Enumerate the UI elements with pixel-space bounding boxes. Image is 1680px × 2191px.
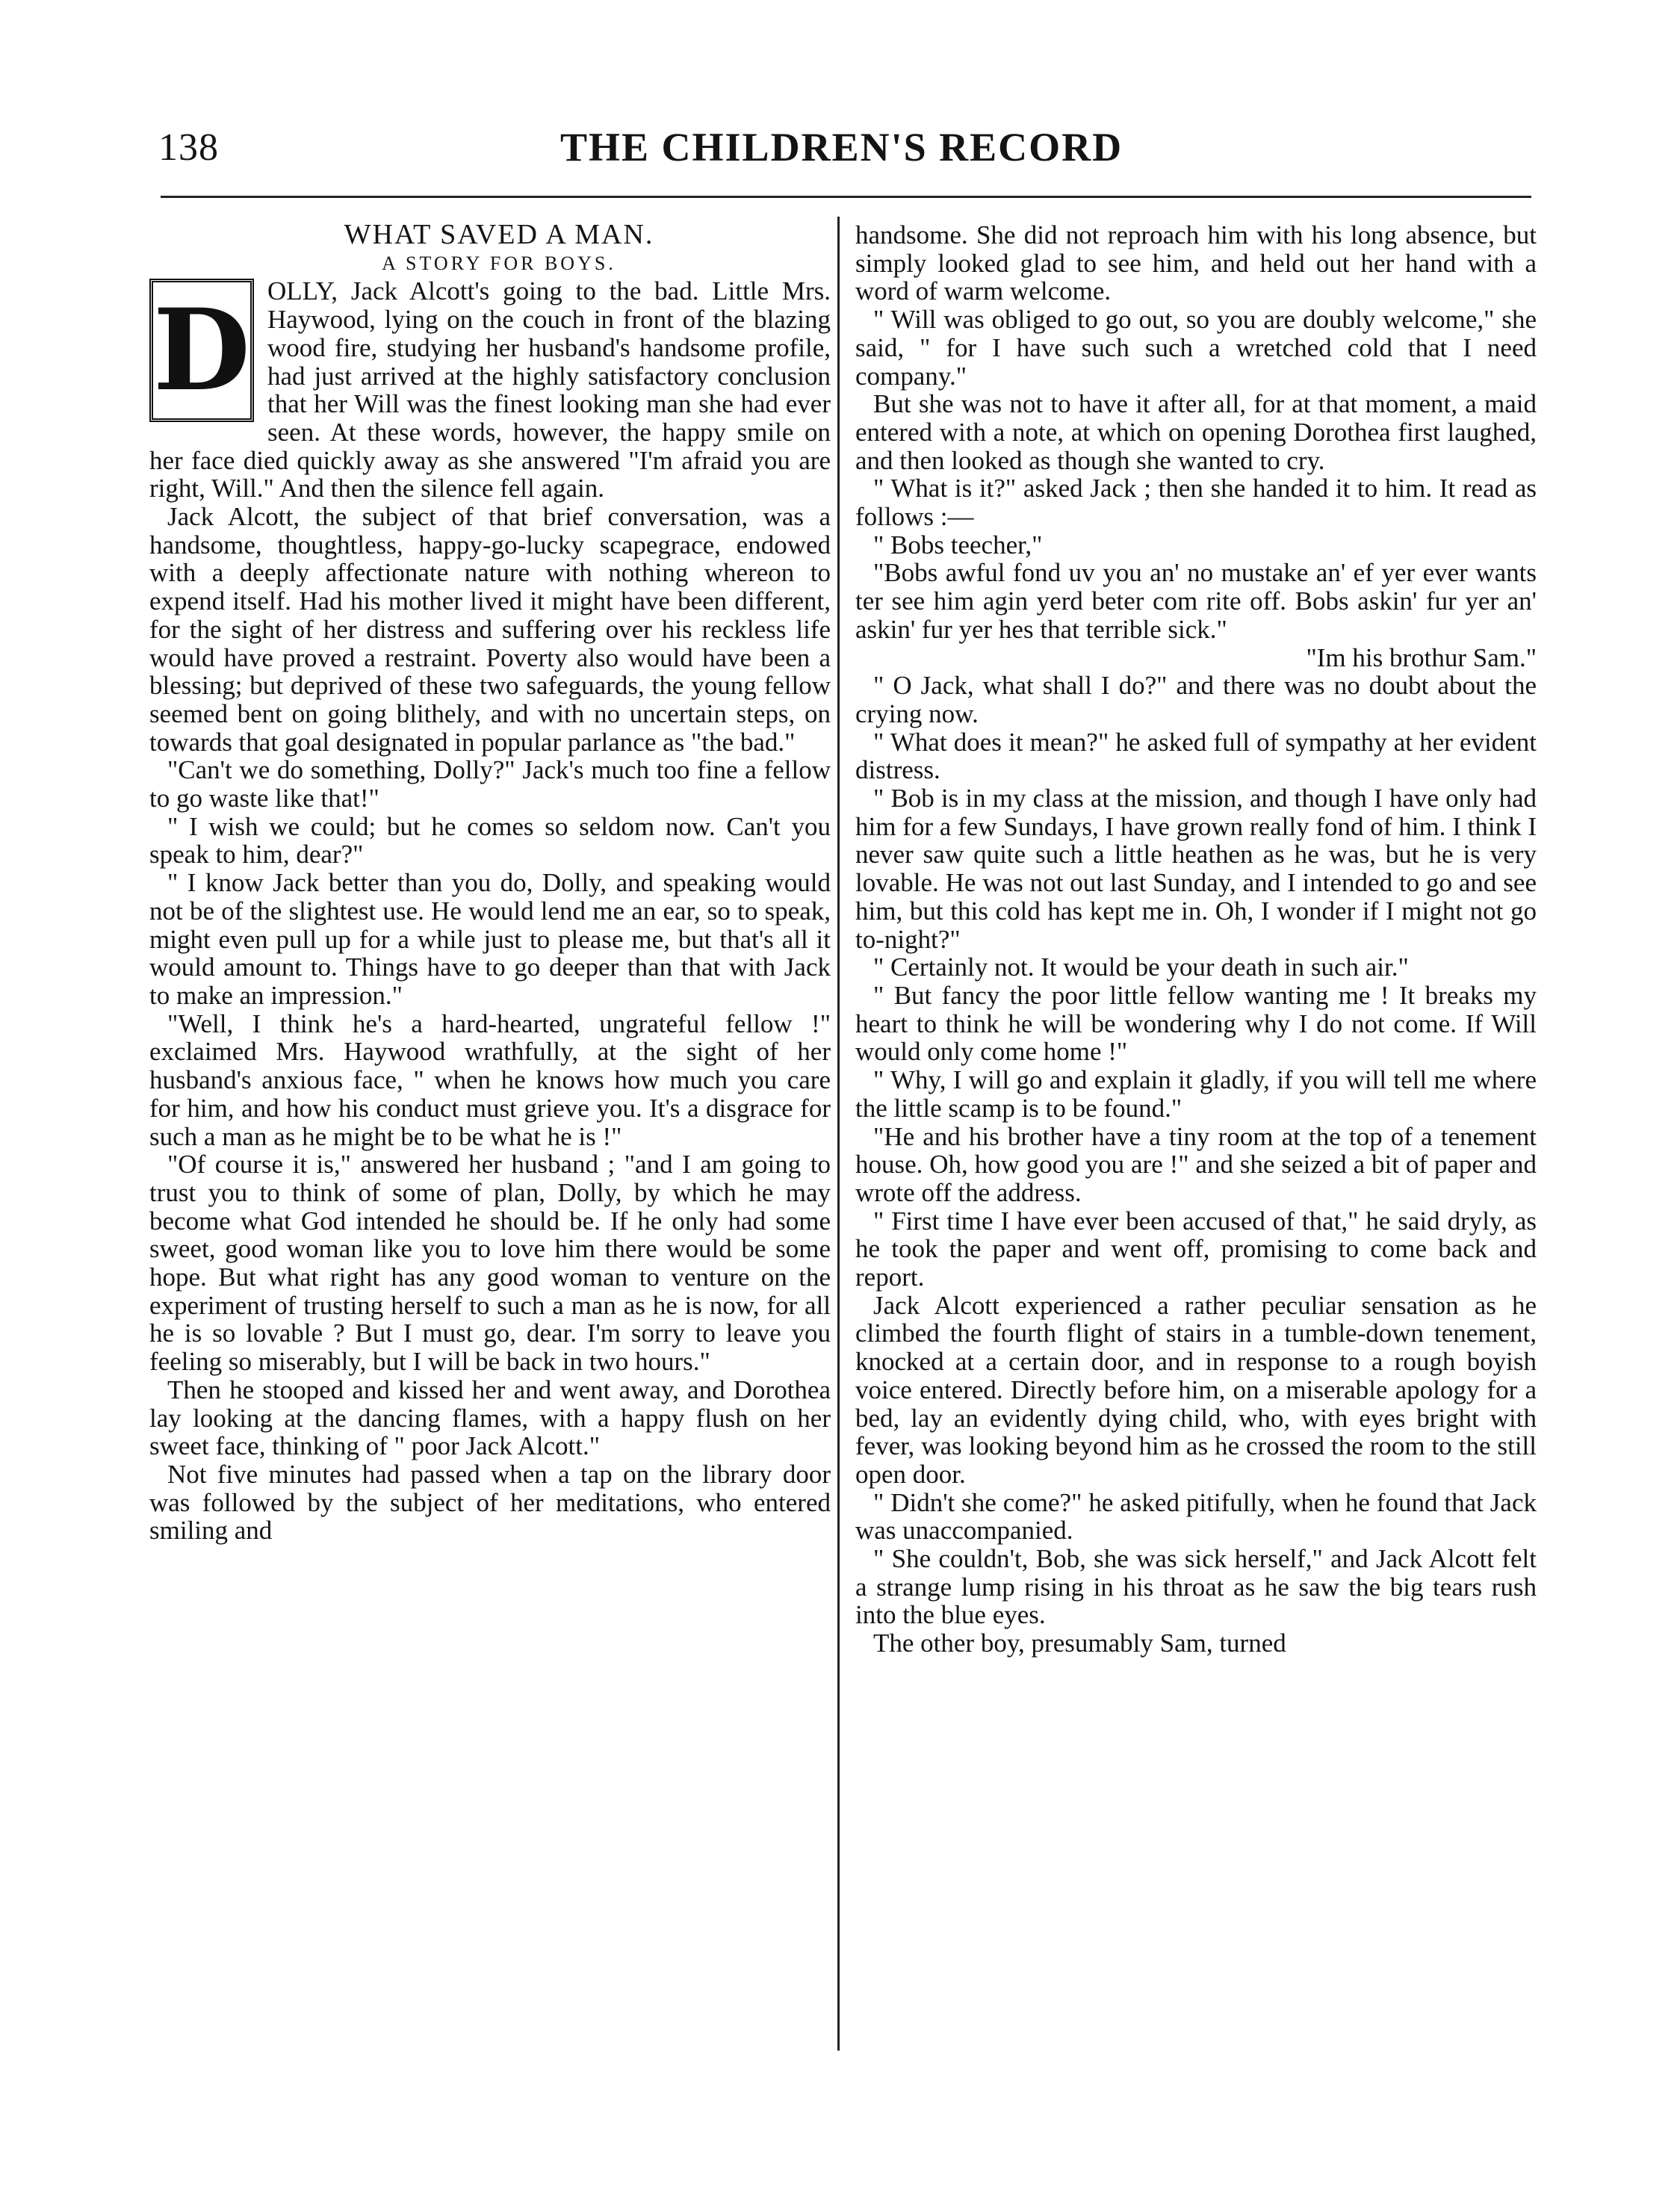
paragraph: "He and his brother have a tiny room at the top of a tenement house. Oh, how good you are !" and she seized a bit of paper and wrote off the address.	[855, 1121, 1537, 1207]
paragraph: OLLY, Jack Alcott's going to the bad. Little Mrs. Haywood, lying on the couch in front of the blazing wood fire, studying her husband's handsome profile, had just arrived at the highly satisfactory conclusion that her Will was the finest looking man she had ever seen. At these words, however, the happy smile on her face died quickly away as she answered "I'm afraid you are right, Will." And then the silence fell again.	[149, 276, 831, 503]
paragraph: " What is it?" asked Jack ; then she handed it to him. It read as follows :—	[855, 474, 1537, 532]
story-title: WHAT SAVED A MAN.	[344, 219, 654, 250]
note-signature: "Im his brothur Sam."	[1306, 642, 1537, 672]
paragraph: " I wish we could; but he comes so seldom now. Can't you speak to him, dear?"	[149, 811, 831, 870]
paragraph: Jack Alcott, the subject of that brief conversation, was a handsome, thoughtless, happy-go-lucky scapegrace, endowed with a deeply affectionate nature with nothing whereon to expend itself. Had his mother lived it might have been different, for the sight of her distress and suffering over his reckless life would have proved a restraint. Poverty also would have been a blessing; but deprived of these two safeguards, the young fellow seemed bent on going blithely, and with no uncertain steps, on towards that goal designated in popular parlance as "the bad."	[149, 502, 831, 757]
paragraph: " O Jack, what shall I do?" and there was no doubt about the crying now.	[855, 671, 1537, 728]
paragraph: " Didn't she come?" he asked pitifully, when he found that Jack was unaccompanied.	[855, 1487, 1537, 1546]
paragraph: " Will was obliged to go out, so you are doubly welcome," she said, " for I have such such a wretched cold that I need company."	[855, 305, 1537, 391]
paragraph: The other boy, presumably Sam, turned	[873, 1628, 1286, 1658]
paragraph: Not five minutes had passed when a tap on the library door was followed by the subject of her meditations, who entered smiling and	[149, 1459, 831, 1546]
paragraph: But she was not to have it after all, for at that moment, a maid entered with a note, at which on opening Dorothea first laughed, and then looked as though she wanted to cry.	[855, 389, 1537, 475]
page-number: 138	[158, 126, 219, 169]
paragraph: "Of course it is," answered her husband ; "and I am going to trust you to think of some of plan, Dolly, by which he may become what God intended he should be. If he only had some sweet, good woman like you to love him there would be some hope. But what right has any good woman to venture on the experiment of trusting herself to such a man as he is now, for all he is so lovable ? But I must go, dear. I'm sorry to leave you feeling so miserably, but I will be back in two hours."	[149, 1150, 831, 1377]
paragraph: "Can't we do something, Dolly?" Jack's much too fine a fellow to go waste like that!"	[149, 755, 831, 814]
paragraph: " Certainly not. It would be your death in such air."	[873, 952, 1409, 982]
paragraph: " She couldn't, Bob, she was sick herself," and Jack Alcott felt a strange lump rising in his throat as he saw the big tears rush into the blue eyes.	[855, 1544, 1537, 1630]
paragraph: " First time I have ever been accused of that," he said dryly, as he took the paper and went off, promising to come back and report.	[855, 1206, 1537, 1292]
paragraph: "Well, I think he's a hard-hearted, ungrateful fellow !" exclaimed Mrs. Haywood wrathfully, at the sight of her husband's anxious face, " when he knows how much you care for him, and how his conduct must grieve you. It's a disgrace for such a man as he might be to be what he is !"	[149, 1008, 831, 1151]
note-salutation: " Bobs teecher,"	[873, 530, 1043, 560]
paragraph: " Why, I will go and explain it gladly, if you will tell me where the little scamp is to be found."	[855, 1065, 1537, 1123]
paragraph: " I know Jack better than you do, Dolly, and speaking would not be of the slightest use. He would lend me an ear, so to speak, might even pull up for a while just to please me, but that's all it would amount to. Things have to go deeper than that with Jack to make an impression."	[149, 868, 831, 1010]
paragraph: " Bob is in my class at the mission, and though I have only had him for a few Sundays, I have grown really fond of him. I think I never saw quite such a little heathen as he was, but he is very lovable. He was not out last Sunday, and I intended to go and see him, but this cold has kept me in. Oh, I wonder if I might not go to-night?"	[855, 784, 1537, 954]
right-column	[855, 221, 1537, 1658]
paragraph: handsome. She did not reproach him with his long absence, but simply looked glad to see him, and held out her hand with a word of warm welcome.	[855, 220, 1537, 306]
note-body: "Bobs awful fond uv you an' no mustake an' ef yer ever wants ter see him agin yerd beter com rite off. Bobs askin' fur yer an' askin' fur yer hes that terrible sick."	[855, 558, 1537, 644]
page-header	[149, 120, 1546, 179]
column-divider	[837, 217, 840, 2051]
paragraph: Then he stooped and kissed her and went away, and Dorothea lay looking at the dancing flames, with a happy flush on her sweet face, thinking of " poor Jack Alcott."	[149, 1375, 831, 1461]
header-rule	[161, 196, 1531, 198]
paragraph: " What does it mean?" he asked full of sympathy at her evident distress.	[855, 727, 1537, 785]
story-subtitle: A STORY FOR BOYS.	[382, 252, 616, 274]
paragraph: " But fancy the poor little fellow wanting me ! It breaks my heart to think he will be wondering why I do not come. If Will would only come home !"	[855, 980, 1537, 1067]
left-column	[149, 221, 831, 1545]
paragraph: Jack Alcott experienced a rather peculiar sensation as he climbed the fourth flight of stairs in a tumble-down tenement, knocked at a certain door, and in response to a rough boyish voice entered. Directly before him, on a miserable apology for a bed, lay an evidently dying child, who, with eyes bright with fever, was looking beyond him as he crossed the room to the still open door.	[855, 1290, 1537, 1489]
dropcap-letter: D	[149, 279, 254, 422]
running-title: THE CHILDREN'S RECORD	[560, 125, 1123, 170]
